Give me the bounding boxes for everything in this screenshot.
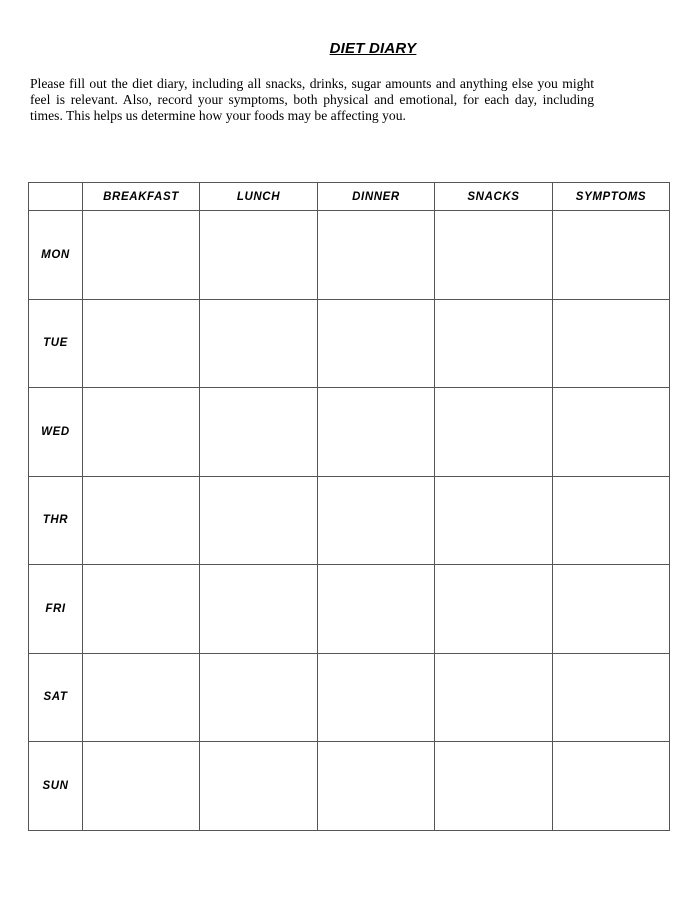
entry-cell-wed-dinner[interactable] (318, 388, 435, 477)
entry-cell-tue-breakfast[interactable] (83, 299, 200, 388)
entry-cell-sat-symptoms[interactable] (553, 653, 670, 742)
entry-cell-sun-snacks[interactable] (435, 742, 553, 831)
document-title: DIET DIARY (329, 40, 417, 57)
entry-cell-mon-symptoms[interactable] (553, 211, 670, 300)
entry-cell-fri-lunch[interactable] (200, 565, 318, 654)
day-label-tue: TUE (29, 299, 83, 388)
day-label-sun: SUN (29, 742, 83, 831)
column-header-lunch: LUNCH (200, 183, 318, 211)
column-header-snacks: SNACKS (435, 183, 553, 211)
entry-cell-thr-breakfast[interactable] (83, 476, 200, 565)
entry-cell-mon-lunch[interactable] (200, 211, 318, 300)
entry-cell-sat-breakfast[interactable] (83, 653, 200, 742)
entry-cell-wed-symptoms[interactable] (553, 388, 670, 477)
entry-cell-mon-breakfast[interactable] (83, 211, 200, 300)
entry-cell-tue-lunch[interactable] (200, 299, 318, 388)
entry-cell-fri-breakfast[interactable] (83, 565, 200, 654)
intro-paragraph: Please fill out the diet diary, including all snacks, drinks, sugar amounts and anything else you might feel is relevant. Also, record your symptoms, both physical and emotional, for each day, including times. This helps us determine how your foods may be affecting you. (30, 76, 594, 123)
entry-cell-sat-dinner[interactable] (318, 653, 435, 742)
diet-diary-table (28, 182, 670, 831)
entry-cell-thr-snacks[interactable] (435, 476, 553, 565)
entry-cell-fri-symptoms[interactable] (553, 565, 670, 654)
entry-cell-thr-lunch[interactable] (200, 476, 318, 565)
table-row (29, 742, 670, 831)
entry-cell-wed-lunch[interactable] (200, 388, 318, 477)
day-label-thr: THR (29, 476, 83, 565)
entry-cell-sun-lunch[interactable] (200, 742, 318, 831)
entry-cell-sun-breakfast[interactable] (83, 742, 200, 831)
entry-cell-wed-snacks[interactable] (435, 388, 553, 477)
entry-cell-thr-dinner[interactable] (318, 476, 435, 565)
table-row (29, 388, 670, 477)
table-row (29, 565, 670, 654)
entry-cell-tue-symptoms[interactable] (553, 299, 670, 388)
entry-cell-fri-snacks[interactable] (435, 565, 553, 654)
entry-cell-mon-snacks[interactable] (435, 211, 553, 300)
entry-cell-mon-dinner[interactable] (318, 211, 435, 300)
column-header-dinner: DINNER (318, 183, 435, 211)
table-row (29, 299, 670, 388)
entry-cell-tue-snacks[interactable] (435, 299, 553, 388)
corner-cell (29, 183, 83, 211)
entry-cell-sat-snacks[interactable] (435, 653, 553, 742)
column-header-symptoms: SYMPTOMS (553, 183, 670, 211)
table-row (29, 476, 670, 565)
entry-cell-sat-lunch[interactable] (200, 653, 318, 742)
entry-cell-sun-dinner[interactable] (318, 742, 435, 831)
day-label-wed: WED (29, 388, 83, 477)
entry-cell-sun-symptoms[interactable] (553, 742, 670, 831)
column-header-breakfast: BREAKFAST (83, 183, 200, 211)
table-row (29, 211, 670, 300)
entry-cell-thr-symptoms[interactable] (553, 476, 670, 565)
day-label-mon: MON (29, 211, 83, 300)
table-row (29, 653, 670, 742)
entry-cell-tue-dinner[interactable] (318, 299, 435, 388)
day-label-sat: SAT (29, 653, 83, 742)
day-label-fri: FRI (29, 565, 83, 654)
header-row (29, 183, 670, 211)
entry-cell-fri-dinner[interactable] (318, 565, 435, 654)
entry-cell-wed-breakfast[interactable] (83, 388, 200, 477)
